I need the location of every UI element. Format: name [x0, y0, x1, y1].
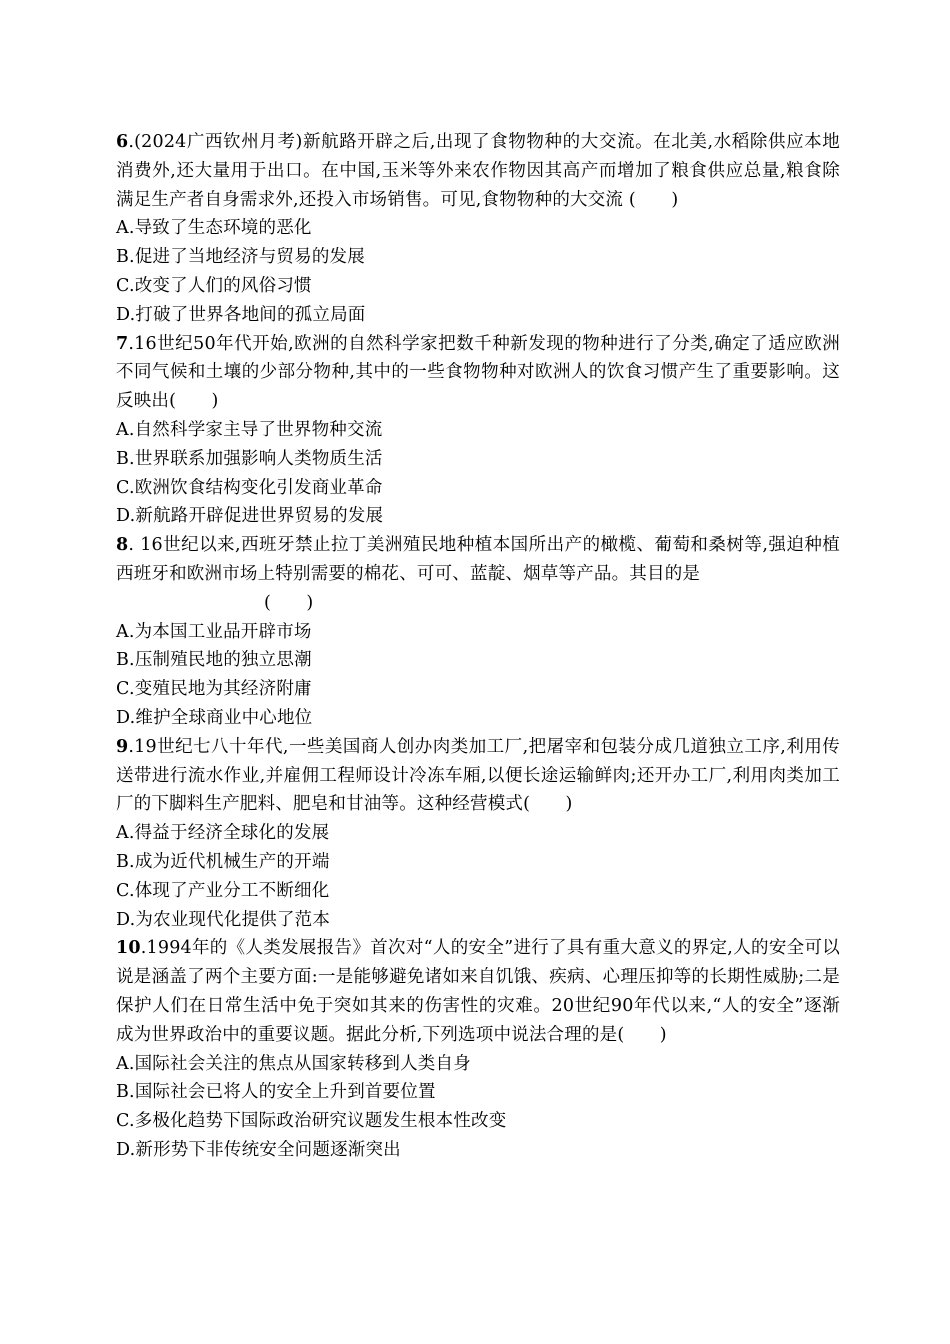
- question-number: 8: [116, 535, 129, 556]
- option-c: C.体现了产业分工不断细化: [116, 880, 330, 901]
- question-9: [116, 733, 840, 935]
- question-text: .19世纪七八十年代,一些美国商人创办肉类加工厂,把屠宰和包装分成几道独立工序,利用传送带进行流水作业,并雇佣工程师设计冷冻车厢,以便长途运输鲜肉;还开办工厂,利用肉类加工厂的下脚料生产肥料、肥皂和甘油等。这种经营模式( ): [116, 736, 840, 815]
- question-text: .16世纪50年代开始,欧洲的自然科学家把数千种新发现的物种进行了分类,确定了适应欧洲不同气候和土壤的少部分物种,其中的一些食物物种对欧洲人的饮食习惯产生了重要影响。这反映出( ): [116, 333, 840, 412]
- option-d: D.新航路开辟促进世界贸易的发展: [116, 506, 384, 527]
- question-list: [116, 128, 840, 1165]
- question-stem: [116, 128, 840, 214]
- question-stem: [116, 531, 840, 589]
- question-number: 9: [116, 736, 129, 757]
- option-b: B.压制殖民地的独立思潮: [116, 650, 312, 671]
- question-text: .1994年的《人类发展报告》首次对“人的安全”进行了具有重大意义的界定,人的安全可以说是涵盖了两个主要方面:一是能够避免诸如来自饥饿、疾病、心理压抑等的长期性威胁;二是保护人们在日常生活中免于突如其来的伤害性的灾难。20世纪90年代以来,“人的安全”逐渐成为世界政治中的重要议题。据此分析,下列选项中说法合理的是( ): [116, 938, 840, 1045]
- option-b: B.国际社会已将人的安全上升到首要位置: [116, 1082, 436, 1103]
- option-c: C.多极化趋势下国际政治研究议题发生根本性改变: [116, 1111, 507, 1132]
- option-d: D.新形势下非传统安全问题逐渐突出: [116, 1139, 401, 1160]
- option-c: C.欧洲饮食结构变化引发商业革命: [116, 477, 383, 498]
- question-10: [116, 934, 840, 1164]
- option-a: A.为本国工业品开辟市场: [116, 621, 312, 642]
- question-number: 6: [116, 132, 129, 152]
- question-8: [116, 531, 840, 733]
- option-b: B.成为近代机械生产的开端: [116, 851, 330, 872]
- option-c: C.变殖民地为其经济附庸: [116, 679, 312, 700]
- option-a: A.自然科学家主导了世界物种交流: [116, 419, 383, 440]
- option-c: C.改变了人们的风俗习惯: [116, 275, 312, 296]
- option-b: B.世界联系加强影响人类物质生活: [116, 448, 383, 469]
- option-d: D.为农业现代化提供了范本: [116, 909, 331, 930]
- option-a: A.导致了生态环境的恶化: [116, 218, 312, 239]
- option-d: D.维护全球商业中心地位: [116, 707, 313, 728]
- option-b: B.促进了当地经济与贸易的发展: [116, 247, 365, 268]
- option-a: A.得益于经济全球化的发展: [116, 823, 330, 844]
- option-a: A.国际社会关注的焦点从国家转移到人类自身: [116, 1053, 471, 1074]
- question-stem: [116, 330, 840, 416]
- question-6: [116, 128, 840, 330]
- answer-bracket: ( ): [264, 592, 314, 613]
- option-d: D.打破了世界各地间的孤立局面: [116, 304, 366, 325]
- question-text: . 16世纪以来,西班牙禁止拉丁美洲殖民地种植本国所出产的橄榄、葡萄和桑树等,强迫种植西班牙和欧洲市场上特别需要的棉花、可可、蓝靛、烟草等产品。其目的是: [116, 535, 840, 584]
- question-stem: [116, 934, 840, 1049]
- question-number: 10: [116, 938, 141, 959]
- question-number: 7: [116, 333, 129, 354]
- question-7: [116, 330, 840, 532]
- question-stem: [116, 733, 840, 819]
- question-text: .(2024广西钦州月考)新航路开辟之后,出现了食物物种的大交流。在北美,水稻除供应本地消费外,还大量用于出口。在中国,玉米等外来农作物因其高产而增加了粮食供应总量,粮食除满足生产者自身需求外,还投入市场销售。可见,食物物种的大交流 ( ): [116, 132, 840, 210]
